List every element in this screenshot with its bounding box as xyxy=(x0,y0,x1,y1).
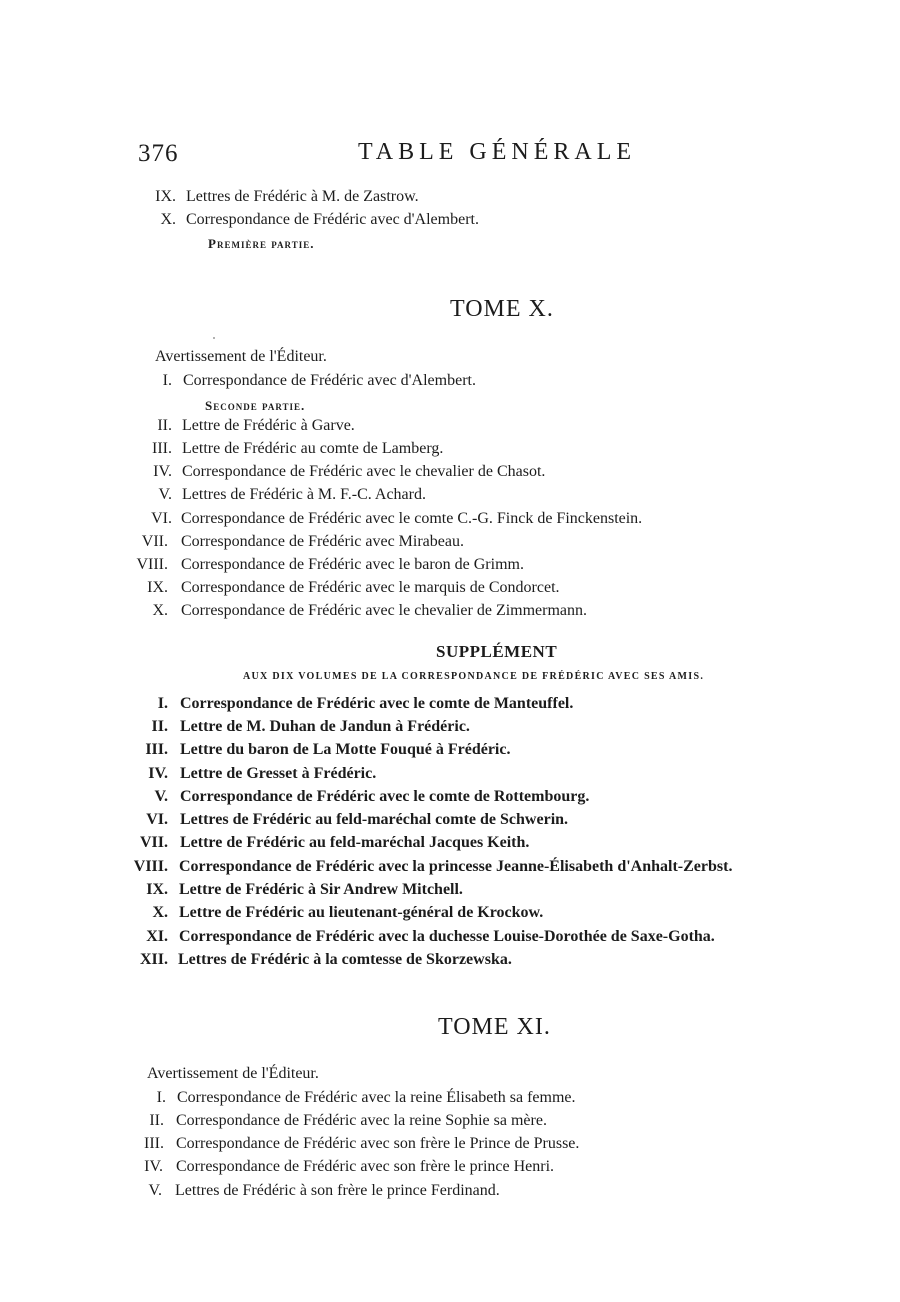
entry-numeral: I. xyxy=(162,372,172,389)
entry-numeral: I. xyxy=(157,695,168,712)
entry-text: Correspondance de Frédéric avec le chevalier de Zimmermann. xyxy=(181,602,588,619)
entry-text: Lettres de Frédéric à M. de Zastrow. xyxy=(186,188,419,205)
entry-numeral: V. xyxy=(158,486,172,503)
entry-text: Correspondance de Frédéric avec d'Alembert. xyxy=(183,372,476,389)
entry-numeral: III. xyxy=(144,1135,164,1152)
entry-numeral: II. xyxy=(151,718,168,735)
page-number: 376 xyxy=(138,140,179,167)
entry-numeral: III. xyxy=(152,440,172,457)
entry-numeral: VIII. xyxy=(133,858,168,875)
entry-numeral: IX. xyxy=(147,579,168,596)
entry-numeral: X. xyxy=(152,602,168,619)
running-head: TABLE GÉNÉRALE xyxy=(358,139,637,165)
entry-numeral: V. xyxy=(148,1182,162,1199)
entry-numeral: XI. xyxy=(146,928,168,945)
entry-numeral: VII. xyxy=(141,533,168,550)
entry-numeral: VII. xyxy=(139,834,168,851)
entry-numeral: IX. xyxy=(155,188,176,205)
part-label: Première partie. xyxy=(208,236,315,251)
entry-text: Correspondance de Frédéric avec le comte de Manteuffel. xyxy=(180,695,574,712)
entry-numeral: IX. xyxy=(146,881,168,898)
entry-numeral: VI. xyxy=(146,811,168,828)
entry-numeral: V. xyxy=(154,788,168,805)
entry-text: Lettre du baron de La Motte Fouqué à Frédéric. xyxy=(180,741,511,758)
entry-numeral: I. xyxy=(156,1089,166,1106)
entry-text: Correspondance de Frédéric avec le comte C.-G. Finck de Finckenstein. xyxy=(181,510,643,527)
entry-numeral: X. xyxy=(160,211,176,228)
entry-text: Correspondance de Frédéric avec la reine Élisabeth sa femme. xyxy=(177,1089,576,1106)
entry-text: Correspondance de Frédéric avec son frère le Prince de Prusse. xyxy=(176,1135,580,1152)
entry-text: Correspondance de Frédéric avec la princesse Jeanne-Élisabeth d'Anhalt-Zerbst. xyxy=(179,858,733,875)
entry-text: Correspondance de Frédéric avec Mirabeau. xyxy=(181,533,464,550)
entry-numeral: XII. xyxy=(139,951,168,968)
part-label: Seconde partie. xyxy=(205,398,306,413)
entry-numeral: II. xyxy=(149,1112,164,1129)
supplement-subtitle: AUX DIX VOLUMES DE LA CORRESPONDANCE DE FRÉDÉRIC AVEC SES AMIS. xyxy=(243,671,705,682)
entry-numeral: IV. xyxy=(148,765,168,782)
entry-text: Lettre de Frédéric à Garve. xyxy=(182,417,355,434)
entry-text: Lettre de Frédéric au lieutenant-général de Krockow. xyxy=(179,904,544,921)
entry-text: Correspondance de Frédéric avec la reine Sophie sa mère. xyxy=(176,1112,547,1129)
tome-xi-preface: Avertissement de l'Éditeur. xyxy=(147,1065,319,1082)
entry-text: Correspondance de Frédéric avec le baron de Grimm. xyxy=(181,556,524,573)
entry-text: Lettres de Frédéric à son frère le prince Ferdinand. xyxy=(175,1182,500,1199)
entry-text: Lettres de Frédéric à la comtesse de Skorzewska. xyxy=(178,951,512,968)
entry-numeral: VIII. xyxy=(136,556,168,573)
entry-text: Lettre de M. Duhan de Jandun à Frédéric. xyxy=(180,718,470,735)
entry-text: Lettres de Frédéric à M. F.-C. Achard. xyxy=(182,486,426,503)
entry-text: Correspondance de Frédéric avec le chevalier de Chasot. xyxy=(182,463,546,480)
entry-numeral: III. xyxy=(145,741,168,758)
entry-numeral: IV. xyxy=(144,1158,163,1175)
supplement-title: SUPPLÉMENT xyxy=(436,642,558,661)
entry-text: Correspondance de Frédéric avec d'Alembert. xyxy=(186,211,479,228)
print-speck xyxy=(213,337,215,339)
entry-text: Lettre de Frédéric au feld-maréchal Jacques Keith. xyxy=(180,834,530,851)
tome-xi-title: TOME XI. xyxy=(438,1014,551,1040)
entry-text: Lettre de Gresset à Frédéric. xyxy=(180,765,377,782)
entry-numeral: X. xyxy=(152,904,168,921)
entry-text: Correspondance de Frédéric avec son frère le prince Henri. xyxy=(176,1158,555,1175)
entry-numeral: IV. xyxy=(153,463,172,480)
entry-text: Correspondance de Frédéric avec la duchesse Louise-Dorothée de Saxe-Gotha. xyxy=(179,928,715,945)
tome-x-title: TOME X. xyxy=(450,296,554,322)
entry-text: Correspondance de Frédéric avec le comte de Rottembourg. xyxy=(180,788,590,805)
tome-x-preface: Avertissement de l'Éditeur. xyxy=(155,348,327,365)
entry-numeral: II. xyxy=(157,417,172,434)
entry-text: Correspondance de Frédéric avec le marquis de Condorcet. xyxy=(181,579,560,596)
entry-text: Lettre de Frédéric au comte de Lamberg. xyxy=(182,440,444,457)
entry-text: Lettre de Frédéric à Sir Andrew Mitchell. xyxy=(179,881,463,898)
entry-numeral: VI. xyxy=(151,510,172,527)
entry-text: Lettres de Frédéric au feld-maréchal comte de Schwerin. xyxy=(180,811,569,828)
